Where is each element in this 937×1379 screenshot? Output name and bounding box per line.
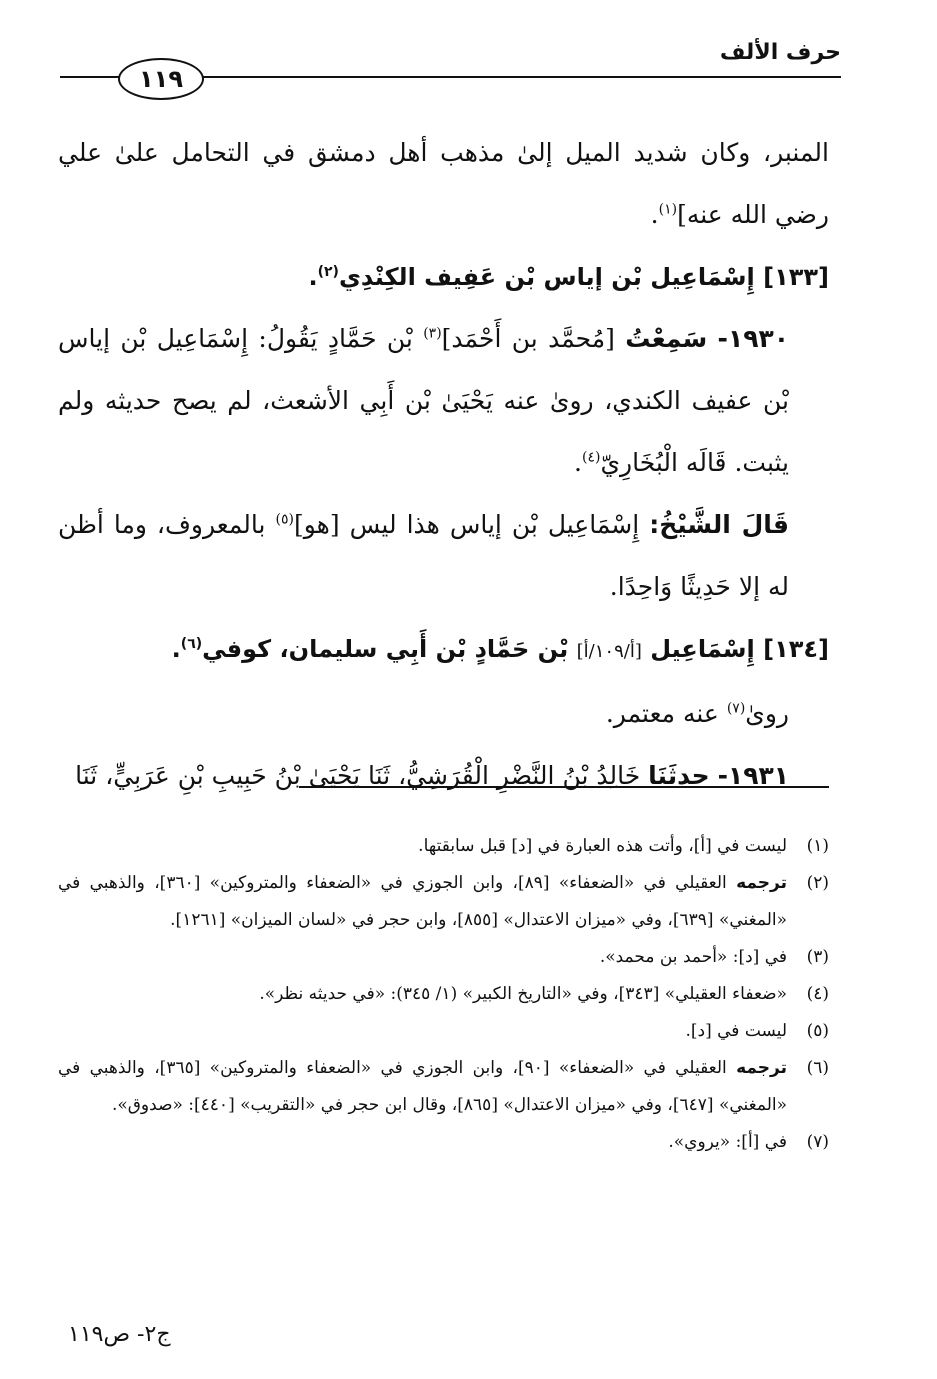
entry-heading-134: [١٣٤] إِسْمَاعِيل [أ/١٠٩/أ] بْن حَمَّادٍ بْن أَبِي سليمان، كوفي$^{(٦)}$.	[171, 635, 829, 663]
main-text	[58, 122, 829, 807]
paragraph-continuation: المنبر، وكان شديد الميل إلىٰ مذهب أهل دمشق في التحامل علىٰ علي رضي الله عنه]$^{(١)}$.	[58, 138, 829, 229]
volume-page-reference: ج٢- ص١١٩	[68, 1322, 171, 1347]
narrator-line: روىٰ$^{(٧)}$ عنه معتمر.	[605, 699, 789, 728]
footnote-divider	[299, 786, 829, 788]
footnote: (٦) ترجمه العقيلي في «الضعفاء» [٩٠]، وابن الجوزي في «الضعفاء والمتروكين» [٣٦٥]، والذهبي في «المغني» [٦٤٧]، وفي «ميزان الاعتدال» [٨٦٥]، وقال ابن حجر في «التقريب» [٤٤٠]: «صدوق».	[58, 1058, 829, 1115]
footnote: (٤) «ضعفاء العقيلي» [٣٤٣]، وفي «التاريخ الكبير» (١/ ٣٤٥): «في حديثه نظر».	[259, 984, 829, 1004]
entry-heading-133: [١٣٣] إِسْمَاعِيل بْن إياس بْن عَفِيف الكِنْدِي$^{(٢)}$.	[308, 263, 829, 291]
page-number-badge: ١١٩	[118, 58, 204, 100]
footnote: (٧) في [أ]: «يروي».	[668, 1132, 829, 1152]
footnote: (٣) في [د]: «أحمد بن محمد».	[599, 947, 829, 967]
footnote: (١) ليست في [أ]، وأتت هذه العبارة في [د] قبل سابقتها.	[418, 836, 829, 856]
footnote: (٢) ترجمه العقيلي في «الضعفاء» [٨٩]، وابن الجوزي في «الضعفاء والمتروكين» [٣٦٠]، والذهبي في «المغني» [٦٣٩]، وفي «ميزان الاعتدال» [٨٥٥]، وابن حجر في «لسان الميزان» [١٢٦١].	[58, 873, 829, 930]
footnotes	[58, 828, 829, 1161]
narration-1930: ١٩٣٠- سَمِعْتُ [مُحمَّد بن أَحْمَد]$^{(٣)}$ بْن حَمَّادٍ يَقُولُ: إِسْمَاعِيل بْن إياس بْن عفيف الكندي، روىٰ عنه يَحْيَىٰ بْن أَبِي الأشعث، لم يصح حديثه ولم يثبت. قَالَه الْبُخَارِيّ$^{(٤)}$.	[58, 324, 789, 477]
shaykh-comment: قَالَ الشَّيْخُ: إِسْمَاعِيل بْن إياس هذا ليس [هو]$^{(٥)}$ بالمعروف، وما أظن له إلا حَدِيثًا وَاحِدًا.	[58, 510, 790, 601]
running-header-title: حرف الألف	[719, 40, 841, 65]
footnote: (٥) ليست في [د].	[685, 1021, 829, 1041]
narration-1931: ١٩٣١- حدثَنَا خَالِدُ بْنُ النَّضْرِ الْقُرَشِيُّ، ثَنَا يَحْيَىٰ بْنُ حَبِيبِ بْنِ عَرَبِيٍّ، ثَنَا	[75, 761, 789, 790]
